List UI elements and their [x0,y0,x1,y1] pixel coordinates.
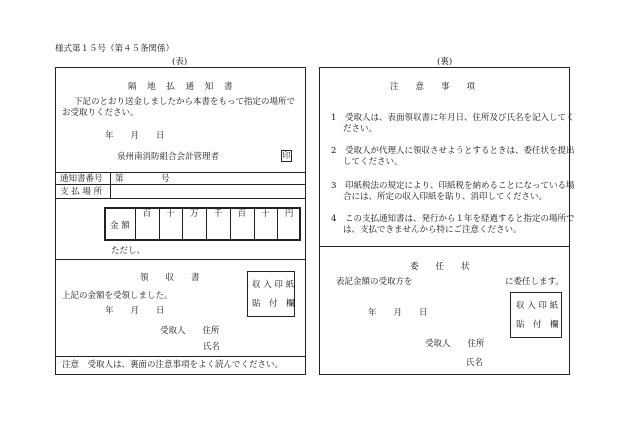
receipt-text: 上記の金額を受領しました。 [62,291,173,301]
stamp-box [510,292,562,338]
note-item: 1 受取人は、表面領収書に年月日、住所及び氏名を記入してください。 [331,113,575,134]
row-divider [55,198,306,199]
stamp-label-2: 貼 付 欄 [252,299,295,309]
note-item: 2 受取人が代理人に領収させようとするときは、委任状を提出してください。 [331,146,575,167]
proxy-date: 年 月 日 [368,308,428,318]
digit-divider [230,207,231,241]
digit-divider [254,207,255,241]
note-item: 4 この支払通知書は、発行から１年を経過すると指定の場所では、支払できませんから特にご注意ください。 [331,214,575,235]
digit-divider [206,207,207,241]
proxy-title: 委 任 状 [410,262,470,272]
digit-divider [182,207,183,241]
digit-label: 十 [166,209,175,219]
proviso-label: ただし、 [111,246,146,256]
footer-note: 注意 受取人は、裏面の注意事項をよく読んでください。 [62,360,284,370]
front-intro: 下記のとおり送金しましたから本書をもって指定の場所でお受取りください。 [62,97,296,118]
recipient-name-label: 氏名 [203,342,221,352]
stamp-label-2: 貼 付 欄 [516,320,559,330]
row-divider [55,172,306,173]
proxy-recipient-name-label: 氏名 [466,358,484,368]
notice-number-suffix: 号 [161,174,170,184]
proxy-text-2: に委任します。 [505,277,564,287]
stamp-label: 収 入 印 紙 [252,280,295,290]
digit-label: 千 [213,209,223,219]
digit-divider [277,207,278,241]
receipt-date: 年 月 日 [105,306,165,316]
digit-label: 百 [237,209,246,219]
digit-label: 円 [284,209,294,219]
front-side-label: (表) [172,57,188,67]
notice-number-label: 通知書番号 [60,174,103,184]
front-title: 隔 地 払 通 知 書 [128,82,237,92]
receipt-title: 領 収 書 [140,273,200,283]
proxy-recipient-address-label: 受取人 住所 [425,339,485,349]
seal-mark: 印 [282,151,291,160]
section-divider [319,246,570,247]
digit-label: 万 [190,209,199,219]
note-item: 3 印紙税法の規定により、印紙税を納めることになっている場合には、所定の収入印紙を貼り、消印してください。 [331,181,575,202]
front-date: 年 月 日 [105,131,165,141]
digit-label: 十 [261,209,270,219]
notice-number-prefix: 第 [115,174,124,184]
digit-label: 百 [142,209,152,219]
recipient-address-label: 受取人 住所 [160,326,220,336]
footer-divider [55,356,306,357]
section-divider [55,259,306,260]
form-label: 様式第１５号（第４５条関係） [55,44,175,54]
pay-place-label: 支 払 場 所 [60,187,103,197]
notes-title: 注 意 事 項 [390,82,476,92]
issuer-name: 泉州南消防組合会計管理者 [117,152,220,162]
digit-divider [159,207,160,241]
back-side-label: (裏) [437,57,453,67]
column-divider [110,172,111,198]
stamp-label: 収 入 印 紙 [516,301,559,311]
seal-box [281,150,292,162]
proxy-text: 表記金額の受取方を [336,277,413,287]
stamp-box [247,271,295,317]
amount-label: 金 額 [110,221,130,231]
